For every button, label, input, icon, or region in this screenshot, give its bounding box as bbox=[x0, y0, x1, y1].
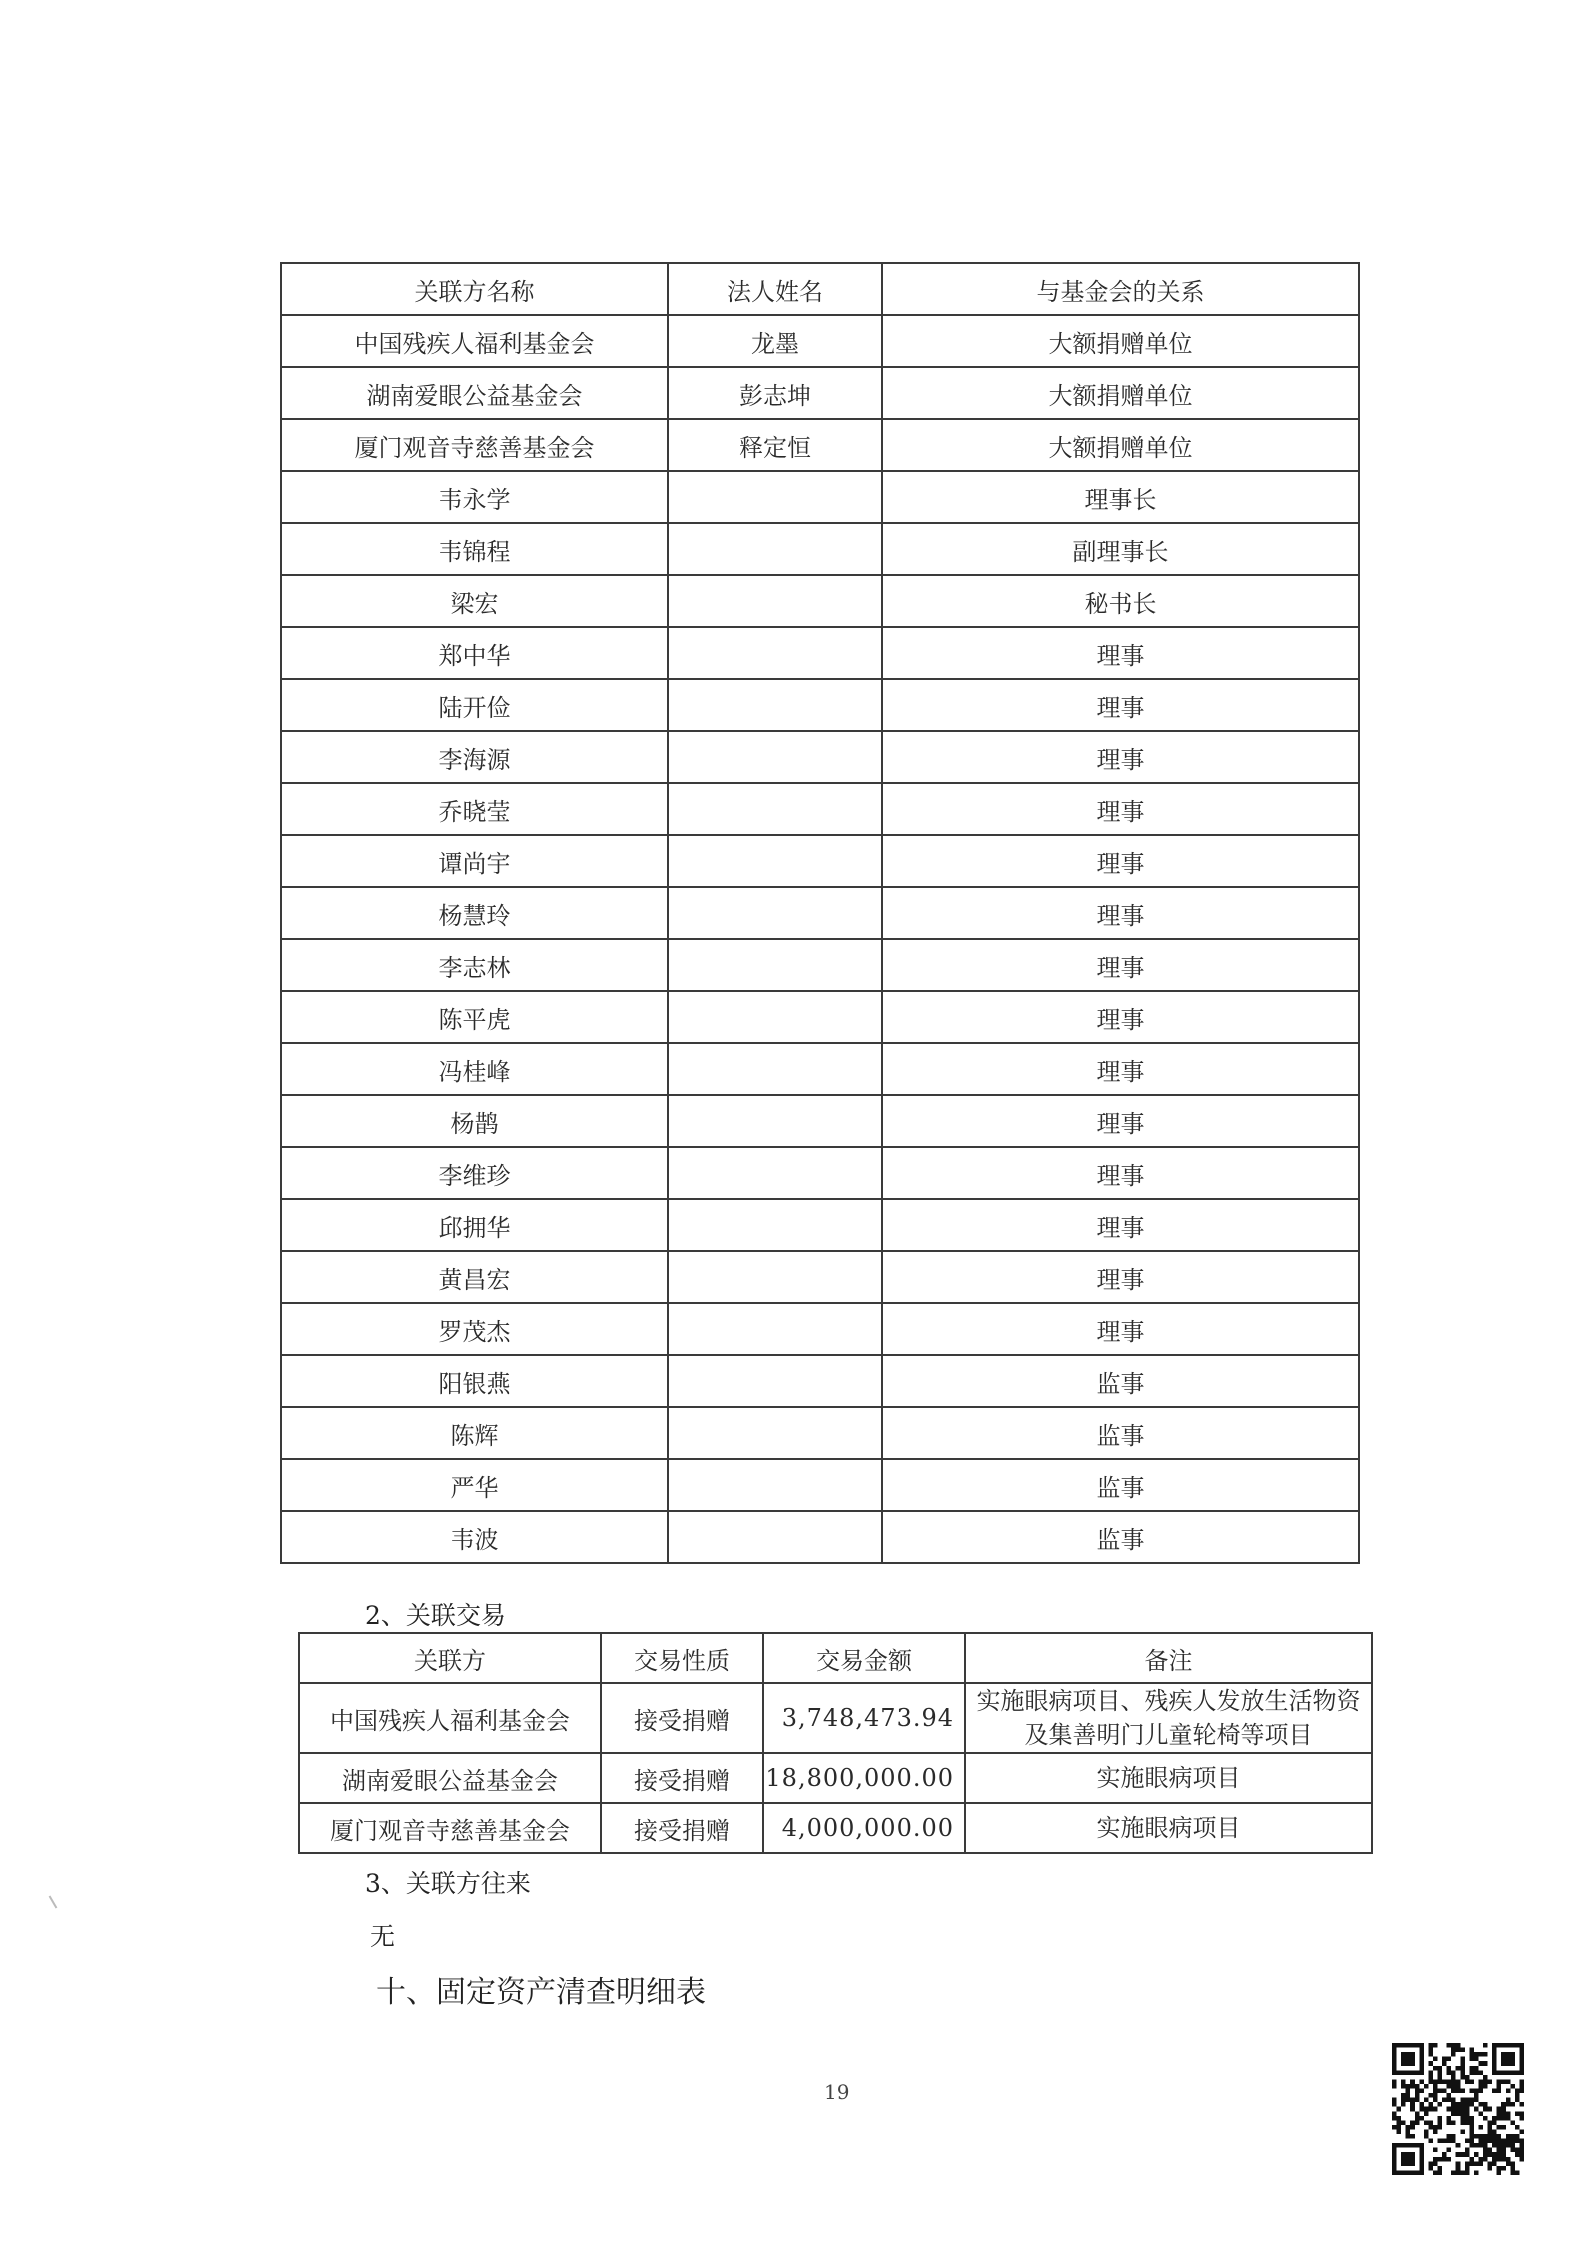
table-row bbox=[281, 1303, 1359, 1355]
related-transaction-table-body bbox=[299, 1683, 1372, 1853]
table-row bbox=[281, 315, 1359, 367]
party-cell: 中国残疾人福利基金会 bbox=[299, 1683, 601, 1753]
table-row bbox=[281, 1095, 1359, 1147]
party-name-cell: 陆开俭 bbox=[281, 679, 668, 731]
party-name-cell: 杨鹊 bbox=[281, 1095, 668, 1147]
remark-cell: 实施眼病项目、残疾人发放生活物资及集善明门儿童轮椅等项目 bbox=[965, 1683, 1372, 1753]
column-header-relationship: 与基金会的关系 bbox=[882, 263, 1359, 315]
party-name-cell: 乔晓莹 bbox=[281, 783, 668, 835]
legal-person-cell bbox=[668, 991, 882, 1043]
legal-person-cell bbox=[668, 627, 882, 679]
section-heading-related-flows: 3、关联方往来 bbox=[365, 1869, 531, 1898]
party-name-cell: 罗茂杰 bbox=[281, 1303, 668, 1355]
nature-cell: 接受捐赠 bbox=[601, 1803, 763, 1853]
relationship-cell: 理事长 bbox=[882, 471, 1359, 523]
table-row bbox=[281, 1199, 1359, 1251]
related-party-table bbox=[280, 262, 1360, 1564]
table-row bbox=[281, 523, 1359, 575]
legal-person-cell bbox=[668, 1407, 882, 1459]
legal-person-cell bbox=[668, 783, 882, 835]
party-name-cell: 阳银燕 bbox=[281, 1355, 668, 1407]
relationship-cell: 理事 bbox=[882, 679, 1359, 731]
table-row bbox=[281, 1043, 1359, 1095]
party-name-cell: 湖南爱眼公益基金会 bbox=[281, 367, 668, 419]
relationship-cell: 监事 bbox=[882, 1407, 1359, 1459]
party-name-cell: 梁宏 bbox=[281, 575, 668, 627]
party-name-cell: 谭尚宇 bbox=[281, 835, 668, 887]
legal-person-cell bbox=[668, 1459, 882, 1511]
party-cell: 湖南爱眼公益基金会 bbox=[299, 1753, 601, 1803]
legal-person-cell: 龙墨 bbox=[668, 315, 882, 367]
relationship-cell: 监事 bbox=[882, 1355, 1359, 1407]
table-row bbox=[281, 367, 1359, 419]
party-name-cell: 陈平虎 bbox=[281, 991, 668, 1043]
table-header-row bbox=[281, 263, 1359, 315]
relationship-cell: 副理事长 bbox=[882, 523, 1359, 575]
relationship-cell: 理事 bbox=[882, 887, 1359, 939]
table-row bbox=[281, 575, 1359, 627]
scan-mark bbox=[49, 1895, 58, 1908]
nature-cell: 接受捐赠 bbox=[601, 1683, 763, 1753]
legal-person-cell bbox=[668, 523, 882, 575]
party-name-cell: 冯桂峰 bbox=[281, 1043, 668, 1095]
party-name-cell: 杨慧玲 bbox=[281, 887, 668, 939]
legal-person-cell bbox=[668, 1355, 882, 1407]
relationship-cell: 理事 bbox=[882, 783, 1359, 835]
relationship-cell: 理事 bbox=[882, 1147, 1359, 1199]
table-row bbox=[281, 731, 1359, 783]
section-heading-related-transactions: 2、关联交易 bbox=[365, 1601, 506, 1630]
amount-cell: 3,748,473.94 bbox=[763, 1683, 965, 1753]
legal-person-cell bbox=[668, 471, 882, 523]
legal-person-cell bbox=[668, 1251, 882, 1303]
table-row bbox=[281, 783, 1359, 835]
relationship-cell: 监事 bbox=[882, 1459, 1359, 1511]
legal-person-cell bbox=[668, 1095, 882, 1147]
relationship-cell: 大额捐赠单位 bbox=[882, 315, 1359, 367]
legal-person-cell bbox=[668, 1303, 882, 1355]
party-name-cell: 李维珍 bbox=[281, 1147, 668, 1199]
column-header-legal-person: 法人姓名 bbox=[668, 263, 882, 315]
legal-person-cell bbox=[668, 939, 882, 991]
legal-person-cell bbox=[668, 1147, 882, 1199]
table-row bbox=[281, 419, 1359, 471]
table-row bbox=[299, 1803, 1372, 1853]
party-name-cell: 邱拥华 bbox=[281, 1199, 668, 1251]
table-row bbox=[281, 991, 1359, 1043]
legal-person-cell bbox=[668, 731, 882, 783]
party-name-cell: 李志林 bbox=[281, 939, 668, 991]
table-row bbox=[299, 1683, 1372, 1753]
column-header-remark: 备注 bbox=[965, 1633, 1372, 1683]
legal-person-cell bbox=[668, 887, 882, 939]
column-header-amount: 交易金额 bbox=[763, 1633, 965, 1683]
column-header-nature: 交易性质 bbox=[601, 1633, 763, 1683]
relationship-cell: 监事 bbox=[882, 1511, 1359, 1563]
column-header-party: 关联方 bbox=[299, 1633, 601, 1683]
relationship-cell: 理事 bbox=[882, 835, 1359, 887]
legal-person-cell bbox=[668, 1199, 882, 1251]
table-row bbox=[281, 471, 1359, 523]
relationship-cell: 理事 bbox=[882, 1303, 1359, 1355]
party-name-cell: 中国残疾人福利基金会 bbox=[281, 315, 668, 367]
party-name-cell: 陈辉 bbox=[281, 1407, 668, 1459]
relationship-cell: 理事 bbox=[882, 731, 1359, 783]
relationship-cell: 理事 bbox=[882, 939, 1359, 991]
relationship-cell: 理事 bbox=[882, 1199, 1359, 1251]
table-row bbox=[281, 835, 1359, 887]
table-row bbox=[281, 1355, 1359, 1407]
relationship-cell: 大额捐赠单位 bbox=[882, 419, 1359, 471]
remark-cell: 实施眼病项目 bbox=[965, 1753, 1372, 1803]
party-name-cell: 郑中华 bbox=[281, 627, 668, 679]
party-name-cell: 黄昌宏 bbox=[281, 1251, 668, 1303]
relationship-cell: 理事 bbox=[882, 991, 1359, 1043]
table-row bbox=[281, 1251, 1359, 1303]
legal-person-cell bbox=[668, 575, 882, 627]
remark-cell: 实施眼病项目 bbox=[965, 1803, 1372, 1853]
relationship-cell: 大额捐赠单位 bbox=[882, 367, 1359, 419]
legal-person-cell bbox=[668, 835, 882, 887]
legal-person-cell: 彭志坤 bbox=[668, 367, 882, 419]
legal-person-cell bbox=[668, 1511, 882, 1563]
page-number: 19 bbox=[824, 2080, 850, 2104]
legal-person-cell: 释定恒 bbox=[668, 419, 882, 471]
party-name-cell: 韦锦程 bbox=[281, 523, 668, 575]
amount-cell: 18,800,000.00 bbox=[763, 1753, 965, 1803]
table-row bbox=[281, 679, 1359, 731]
relationship-cell: 理事 bbox=[882, 1095, 1359, 1147]
legal-person-cell bbox=[668, 1043, 882, 1095]
relationship-cell: 理事 bbox=[882, 1251, 1359, 1303]
party-cell: 厦门观音寺慈善基金会 bbox=[299, 1803, 601, 1853]
party-name-cell: 韦永学 bbox=[281, 471, 668, 523]
section-heading-fixed-assets: 十、固定资产清查明细表 bbox=[376, 1975, 706, 2010]
party-name-cell: 韦波 bbox=[281, 1511, 668, 1563]
party-name-cell: 严华 bbox=[281, 1459, 668, 1511]
party-name-cell: 厦门观音寺慈善基金会 bbox=[281, 419, 668, 471]
relationship-cell: 理事 bbox=[882, 1043, 1359, 1095]
table-row bbox=[281, 1407, 1359, 1459]
table-row bbox=[281, 627, 1359, 679]
nature-cell: 接受捐赠 bbox=[601, 1753, 763, 1803]
table-row bbox=[281, 887, 1359, 939]
related-party-table-body bbox=[281, 315, 1359, 1563]
related-flows-text: 无 bbox=[370, 1922, 396, 1951]
table-row bbox=[299, 1753, 1372, 1803]
party-name-cell: 李海源 bbox=[281, 731, 668, 783]
table-header-row bbox=[299, 1633, 1372, 1683]
amount-cell: 4,000,000.00 bbox=[763, 1803, 965, 1853]
table-row bbox=[281, 1511, 1359, 1563]
relationship-cell: 理事 bbox=[882, 627, 1359, 679]
qr-code-icon bbox=[1392, 2043, 1524, 2175]
table-row bbox=[281, 939, 1359, 991]
legal-person-cell bbox=[668, 679, 882, 731]
related-transaction-table bbox=[298, 1632, 1373, 1854]
column-header-party-name: 关联方名称 bbox=[281, 263, 668, 315]
relationship-cell: 秘书长 bbox=[882, 575, 1359, 627]
table-row bbox=[281, 1459, 1359, 1511]
table-row bbox=[281, 1147, 1359, 1199]
